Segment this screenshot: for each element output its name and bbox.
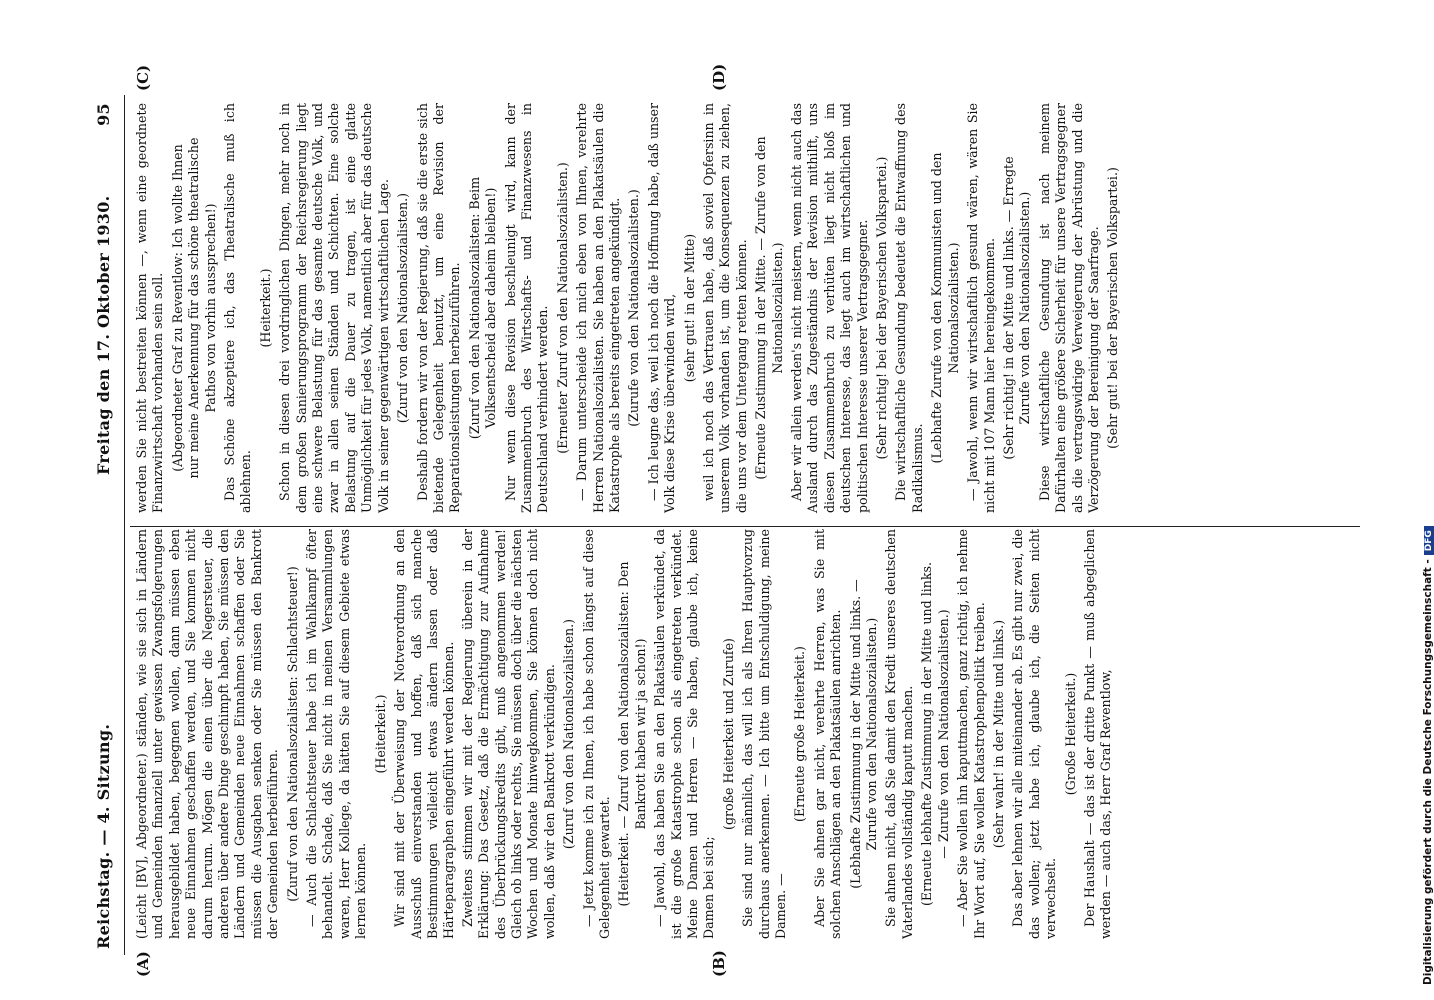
paragraph: — Jawohl, das haben Sie an den Plakatsäulen verkündet, da ist die große Katastrophe schon als eingetreten verkündet. Meine Damen und Herren — Sie haben, glaube ich, keine Damen bei sich; bbox=[652, 529, 717, 939]
column-right bbox=[134, 103, 1125, 513]
margin-mark-d: (D) bbox=[710, 63, 728, 91]
paragraph: — Jawohl, wenn wir wirtschaftlich gesund wären, wären Sie nicht mit 107 Mann hier hereingekommen. bbox=[965, 103, 997, 513]
interjection: (Lebhafte Zurufe von den Kommunisten und den Nationalsozialisten.) bbox=[929, 152, 961, 464]
paragraph: weil ich noch das Vertrauen habe, daß soviel Opfersinn in unserem Volk vorhanden ist, um die Konsequenzen zu ziehen, die uns vor dem Untergang retten können. bbox=[701, 103, 749, 513]
interjection: (Erneute Zustimmung in der Mitte. — Zurufe von den Nationalsozialisten.) bbox=[753, 136, 785, 480]
interjection: (Große Heiterkeit.) bbox=[1062, 672, 1078, 796]
paragraph: Zweitens stimmen wir mit der Regierung überein in der Erklärung: Das Gesetz, daß die Ermächtigung zur Aufnahme des Überbrückungskredits gibt, muß angenommen werden! Gleich ob links oder rechts, Sie müssen doch über die nächsten Wochen und Monate hinwegkommen, Sie können doch nicht wollen, daß wir den Bankrott verkündigen. bbox=[459, 529, 557, 939]
interjection: (Zuruf von den Nationalsozialisten: Schlachtsteuer!) bbox=[284, 566, 300, 902]
paragraph: Deshalb fordern wir von der Regierung, daß sie die erste sich bietende Gelegenheit benutzt, um eine Revision der Reparationsleistungen herbeizuführen. bbox=[414, 103, 463, 513]
paragraph: — Aber Sie wollen ihn kaputtmachen, ganz richtig, ich nehme Ihr Wort auf, Sie wollen Katastrophenpolitik treiben. bbox=[955, 529, 987, 939]
interjection: (Heiterkeit.) bbox=[257, 268, 273, 348]
interjection: (Zuruf von den Nationalsozialisten.) bbox=[395, 192, 411, 424]
margin-mark-c: (C) bbox=[134, 64, 152, 91]
interjection: (Sehr wahr! in der Mitte und links.) bbox=[990, 619, 1006, 849]
paragraph: Diese wirtschaftliche Gesundung ist nach meinem Dafürhalten eine größere Sicherheit für unsere Vertragsgegner als die vertragswidrige Verweigerung der Abrüstung und die Verzögerung der Bereinigung der Saarfrage. bbox=[1036, 103, 1101, 513]
interjection: (Zurufe von den Nationalsozialisten.) bbox=[626, 189, 642, 427]
header-date: Freitag den 17. Oktober 1930. bbox=[94, 195, 113, 475]
interjection: (Zuruf von den Nationalsozialisten.) bbox=[561, 618, 577, 850]
column-left bbox=[134, 529, 1117, 939]
paragraph: — Darum unterscheide ich mich eben von Ihnen, verehrte Herren Nationalsozialisten. Sie haben an den Plakatsäulen die Katastrophe als bereits eingetreten angekündigt. bbox=[574, 103, 622, 513]
paragraph: Der Haushalt — das ist der dritte Punkt — muß abgeglichen werden — auch das, Herr Graf Reventlow, bbox=[1081, 529, 1114, 939]
paragraph: Nur wenn diese Revision beschleunigt wird, kann der Zusammenbruch des Wirtschafts- und Finanzwesens in Deutschland verhindert werden. bbox=[502, 103, 551, 513]
paragraph: — Ich leugne das, weil ich noch die Hoffnung habe, daß unser Volk diese Krise überwinden wird, bbox=[645, 103, 678, 513]
interjection: (Abgeordneter Graf zu Reventlow: Ich wollte Ihnen nur meine Anerkennung für das schöne theatralische Pathos von vorhin aussprechen!) bbox=[169, 137, 218, 479]
running-header bbox=[94, 95, 124, 955]
interjection: (Heiterkeit.) bbox=[372, 694, 388, 774]
interjection: (Sehr gut! bei der Bayerischen Volkspartei.) bbox=[1105, 167, 1121, 449]
margin-mark-a: (A) bbox=[134, 951, 152, 977]
rotated-page-content bbox=[90, 63, 1410, 977]
paragraph: Schon in diesen drei vordringlichen Dingen, mehr noch in dem großen Sanierungsprogramm der Reichsregierung liegt eine schwere Belastung für das gesamte deutsche Volk, und zwar in allen seinen Ständen und Schichten. Eine solche Belastung auf die Dauer zu tragen, ist eine glatte Unmöglichkeit für jedes Volk, namentlich aber für das deutsche Volk in seiner gegenwärtigen wirtschaftlichen Lage. bbox=[277, 103, 391, 513]
credit-text: Digitalisierung gefördert durch die Deutsche Forschungsgemeinschaft - bbox=[1422, 559, 1434, 985]
paragraph: (Leicht [BV], Abgeordneter.) ständen, wie sie sich in Ländern und Gemeinden finanziell unter gewissen Zwangsfolgerungen herausgebildet haben, begegnen wollen, dann müssen eben neue Einnahmen geschaffen werden, und Sie kommen nicht darum herum. Mögen die einen über die Negersteuer, die anderen über andere Dinge geschimpft haben, Sie müssen den Ländern und Gemeinden neue Einnahmen schaffen oder Sie müssen die Ausgaben senken oder Sie müssen den Bankrott der Gemeinden herbeiführen. bbox=[134, 529, 281, 939]
header-rule bbox=[124, 95, 125, 955]
paragraph: Das Schöne akzeptiere ich, das Theatralische muß ich ablehnen. bbox=[222, 103, 254, 513]
interjection: (Erneute große Heiterkeit.) bbox=[792, 646, 808, 822]
interjection: (Erneute lebhafte Zustimmung in der Mitte und links. — Zurufe von den Nationalsozialisten.) bbox=[919, 562, 951, 906]
digitization-credit bbox=[1422, 5, 1434, 985]
interjection: (sehr gut! in der Mitte) bbox=[681, 233, 697, 383]
paragraph: Aber Sie ahnen gar nicht, verehrte Herren, was Sie mit solchen Anschlägen an den Plakatsäulen anrichten. bbox=[811, 529, 844, 939]
margin-mark-b: (B) bbox=[710, 950, 728, 977]
interjection: (Zuruf von den Nationalsozialisten: Beim Volksentscheid aber daheim bleiben!) bbox=[466, 176, 499, 440]
page-number: 95 bbox=[94, 103, 113, 126]
column-divider bbox=[130, 526, 1360, 527]
paragraph: Sie sind nur männlich, das will ich als Ihren Hauptvorzug durchaus anerkennen. — Ich bitte um Entschuldigung, meine Damen. — bbox=[740, 529, 789, 939]
interjection: (Lebhafte Zustimmung in der Mitte und links. — Zurufe von den Nationalsozialisten.) bbox=[847, 579, 880, 889]
paragraph: — Jetzt komme ich zu Ihnen, ich habe schon längst auf diese Gelegenheit gewartet. bbox=[580, 529, 612, 939]
interjection: (Heiterkeit. — Zuruf von den Nationalsozialisten: Den Bankrott haben wir ja schon!) bbox=[616, 561, 648, 907]
interjection: (Sehr richtig! bei der Bayerischen Volkspartei.) bbox=[874, 156, 890, 460]
dfg-badge: DFG bbox=[1424, 526, 1434, 555]
header-chamber-session: Reichstag. — 4. Sitzung. bbox=[94, 723, 113, 949]
paragraph: werden Sie nicht bestreiten können —, wenn eine geordnete Finanzwirtschaft vorhanden sein soll. bbox=[134, 103, 166, 513]
interjection: (Sehr richtig! in der Mitte und links. — Erregte Zurufe von den Nationalsozialisten.) bbox=[1000, 156, 1033, 460]
paragraph: Die wirtschaftliche Gesundung bedeutet die Entwaffnung des Radikalismus. bbox=[893, 103, 925, 513]
paragraph: Aber wir allein werden's nicht meistern, wenn nicht auch das Ausland durch das Zugeständnis der Revision mithilft, uns diesen Zusammenbruch zu verhüten liegt nicht bloß im deutschen Interesse, das liegt auch im wirtschaftlichen und politischen Interesse unserer Vertragsgegner. bbox=[789, 103, 870, 513]
paragraph: Sie ahnen nicht, daß Sie damit den Kredit unseres deutschen Vaterlandes vollständig kaputt machen. bbox=[883, 529, 915, 939]
interjection: (Erneuter Zuruf von den Nationalsozialisten.) bbox=[554, 162, 570, 454]
paragraph: Das aber lehnen wir alle miteinander ab. Es gibt nur zwei, die das wollen; jetzt habe ich, glaube ich, die Seiten nicht verwechselt. bbox=[1010, 529, 1059, 939]
paragraph: — Auch die Schlachtsteuer habe ich im Wahlkampf öfter behandelt. Schade, daß Sie nicht in meinen Versammlungen waren, Herr Kollege, da hätten Sie auf diesem Gebiete etwas lernen können. bbox=[304, 529, 369, 939]
interjection: (große Heiterkeit und Zurufe) bbox=[720, 638, 736, 830]
paragraph: Wir sind mit der Überweisung der Notverordnung an den Ausschuß einverstanden und hoffen, daß sich manche Bestimmungen vielleicht etwas ändern lassen oder daß Härteparagraphen eingeführt werden können. bbox=[392, 529, 457, 939]
